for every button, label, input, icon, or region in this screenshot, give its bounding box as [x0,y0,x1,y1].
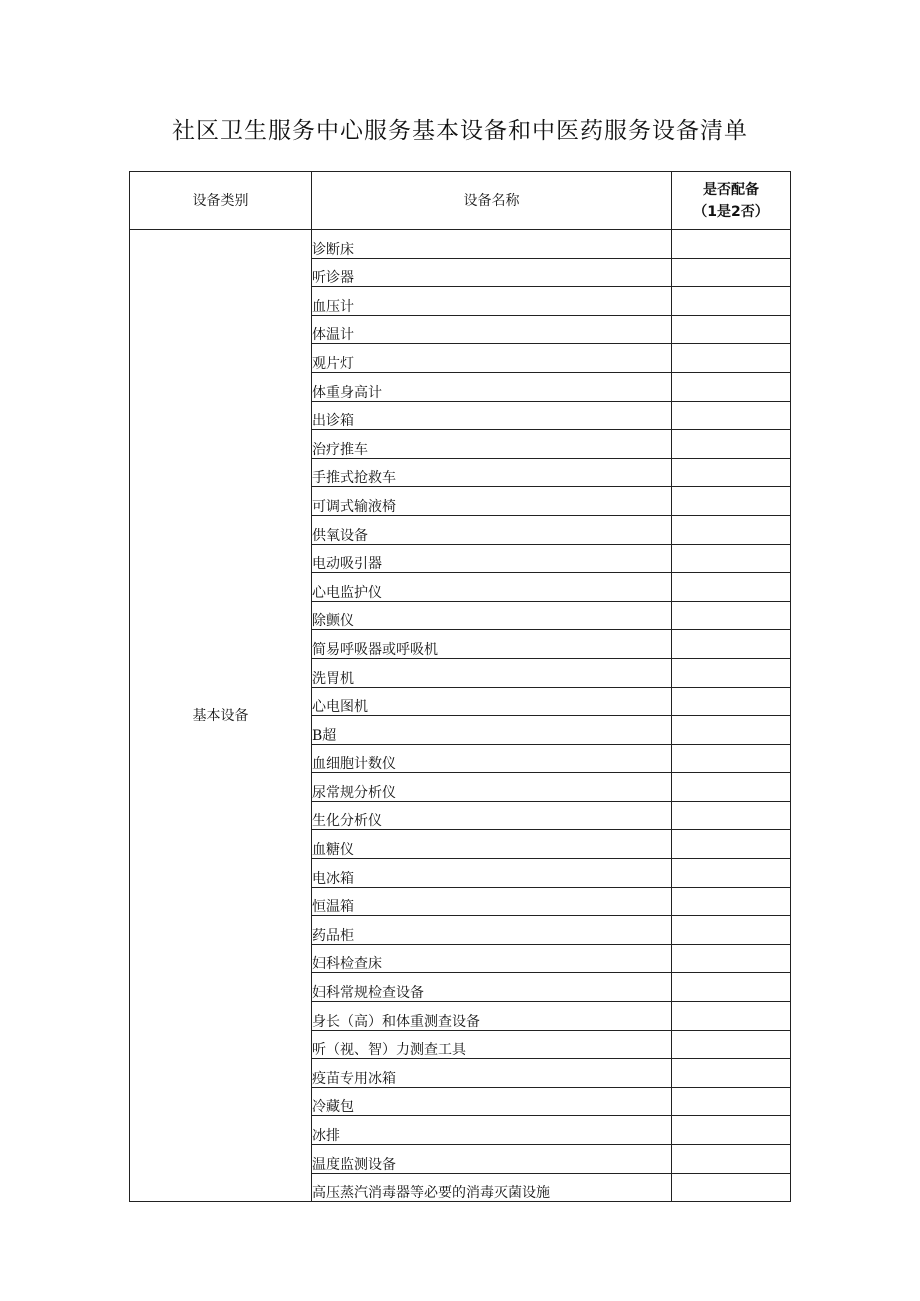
equipped-cell[interactable] [672,1002,791,1031]
equipped-cell[interactable] [672,401,791,430]
equipped-cell[interactable] [672,315,791,344]
equipped-cell[interactable] [672,859,791,888]
equipment-name-cell: 药品柜 [312,916,672,945]
equipment-name-cell: 血糖仪 [312,830,672,859]
equipped-cell[interactable] [672,1087,791,1116]
equipped-cell[interactable] [672,430,791,459]
equipped-cell[interactable] [672,830,791,859]
equipment-name-cell: 除颤仪 [312,601,672,630]
equipped-cell[interactable] [672,801,791,830]
equipped-cell[interactable] [672,1145,791,1174]
equipped-cell[interactable] [672,887,791,916]
equipped-cell[interactable] [672,630,791,659]
equipped-cell[interactable] [672,287,791,316]
equipped-cell[interactable] [672,658,791,687]
equipment-name-cell: 冰排 [312,1116,672,1145]
equipped-cell[interactable] [672,487,791,516]
equipped-cell[interactable] [672,515,791,544]
equipped-cell[interactable] [672,458,791,487]
equipment-table [129,171,791,1202]
equipment-name-cell: 洗胃机 [312,658,672,687]
equipment-name-cell: 体重身高计 [312,372,672,401]
header-category: 设备类别 [130,172,312,230]
table-header-row [130,172,791,230]
equipment-name-cell: 温度监测设备 [312,1145,672,1174]
equipment-name-cell: B超 [312,716,672,745]
equipped-cell[interactable] [672,1173,791,1202]
equipment-name-cell: 出诊箱 [312,401,672,430]
equipped-cell[interactable] [672,744,791,773]
equipped-cell[interactable] [672,1116,791,1145]
equipment-name-cell: 生化分析仪 [312,801,672,830]
equipment-name-cell: 血压计 [312,287,672,316]
equipped-cell[interactable] [672,573,791,602]
equipment-name-cell: 手推式抢救车 [312,458,672,487]
equipment-name-cell: 观片灯 [312,344,672,373]
equipment-name-cell: 心电图机 [312,687,672,716]
equipment-name-cell: 妇科常规检查设备 [312,973,672,1002]
equipment-name-cell: 身长（高）和体重测查设备 [312,1002,672,1031]
equipped-cell[interactable] [672,544,791,573]
equipped-cell[interactable] [672,916,791,945]
equipment-name-cell: 体温计 [312,315,672,344]
equipment-name-cell: 电动吸引器 [312,544,672,573]
table-row [130,230,791,259]
equipped-cell[interactable] [672,944,791,973]
equipment-name-cell: 冷藏包 [312,1087,672,1116]
equipment-name-cell: 疫苗专用冰箱 [312,1059,672,1088]
equipment-name-cell: 可调式输液椅 [312,487,672,516]
equipped-cell[interactable] [672,973,791,1002]
equipment-name-cell: 恒温箱 [312,887,672,916]
equipment-name-cell: 简易呼吸器或呼吸机 [312,630,672,659]
equipped-cell[interactable] [672,1030,791,1059]
equipped-cell[interactable] [672,372,791,401]
equipped-cell[interactable] [672,230,791,259]
equipment-name-cell: 高压蒸汽消毒器等必要的消毒灭菌设施 [312,1173,672,1202]
equipped-cell[interactable] [672,716,791,745]
equipped-cell[interactable] [672,687,791,716]
equipment-name-cell: 供氧设备 [312,515,672,544]
header-equipped-label: 是否配备 [703,181,759,198]
equipped-cell[interactable] [672,1059,791,1088]
equipment-name-cell: 听（视、智）力测查工具 [312,1030,672,1059]
equipment-name-cell: 血细胞计数仪 [312,744,672,773]
header-equipped [672,172,791,230]
equipped-cell[interactable] [672,773,791,802]
category-cell: 基本设备 [130,230,312,1202]
equipment-name-cell: 心电监护仪 [312,573,672,602]
document-title: 社区卫生服务中心服务基本设备和中医药服务设备清单 [172,118,748,144]
equipment-name-cell: 治疗推车 [312,430,672,459]
equipment-name-cell: 尿常规分析仪 [312,773,672,802]
equipment-name-cell: 听诊器 [312,258,672,287]
equipment-name-cell: 诊断床 [312,230,672,259]
equipped-cell[interactable] [672,258,791,287]
header-equipment-name: 设备名称 [312,172,672,230]
table-body [130,230,791,1202]
equipment-name-cell: 电冰箱 [312,859,672,888]
equipped-cell[interactable] [672,344,791,373]
equipped-cell[interactable] [672,601,791,630]
header-equipped-legend: （1是2否） [693,203,769,220]
equipment-name-cell: 妇科检查床 [312,944,672,973]
